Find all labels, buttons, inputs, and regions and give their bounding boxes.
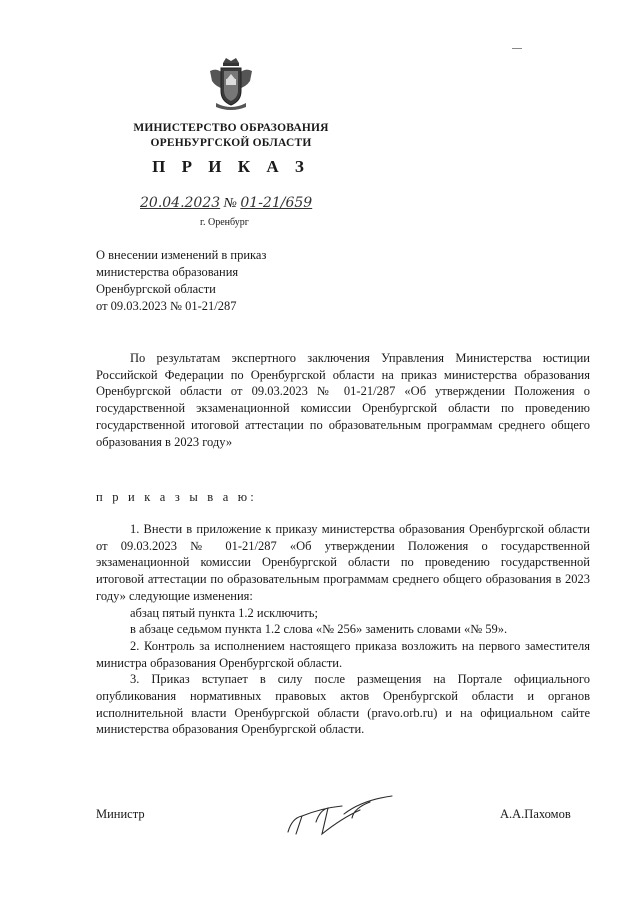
scan-mark (512, 48, 522, 49)
signer-position: Министр (96, 807, 145, 821)
handwritten-date: 20.04.2023 (140, 195, 221, 211)
ministry-line-2: ОРЕНБУРГСКОЙ ОБЛАСТИ (150, 137, 312, 149)
city-label: г. Оренбург (200, 217, 249, 228)
order-word: п р и к а з ы в а ю: (96, 490, 257, 504)
document-type-title: П Р И К А З (152, 157, 310, 176)
subject-line-1: О внесении изменений в приказ (96, 248, 267, 262)
item-1-sub-1: абзац пятый пункта 1.2 исключить; (130, 605, 318, 620)
number-label: № (223, 196, 237, 211)
signer-name: А.А.Пахомов (500, 807, 571, 821)
preamble-block (96, 350, 590, 450)
date-number-line (140, 195, 340, 212)
subject-line-2: министерства образования (96, 265, 239, 279)
handwritten-signature-icon (282, 788, 402, 838)
item-2: 2. Контроль за исполнением настоящего приказа возложить на первого заместителя министра образования Оренбургской области. (96, 638, 590, 670)
coat-of-arms-icon (208, 55, 254, 111)
subject-block (96, 247, 356, 315)
order-items (96, 521, 590, 738)
item-3: 3. Приказ вступает в силу после размещения на Портале официального опубликования нормативных правовых актов Оренбургской области и органов исполнительной власти Оренбургской области (pravo.orb.ru) и на официальном сайте министерства образования Оренбургской области. (96, 672, 590, 737)
preamble-paragraph: По результатам экспертного заключения Управления Министерства юстиции Российской Федерации по Оренбургской области на приказ министерства образования Оренбургской области от 09.03.2023 № 01-21/287 «Об утверждении Положения о государственной экзаменационной комиссии Оренбургской области по проведению государственной итоговой аттестации по образовательным программам среднего общего образования в 2023 году» (96, 351, 590, 449)
subject-line-3: Оренбургской области (96, 282, 216, 296)
item-1-sub-2: в абзаце седьмом пункта 1.2 слова «№ 256» заменить словами «№ 59». (130, 622, 508, 637)
ministry-name (100, 121, 362, 151)
subject-line-4: от 09.03.2023 № 01-21/287 (96, 299, 237, 313)
item-1: 1. Внести в приложение к приказу министерства образования Оренбургской области от 09.03.2023 № 01-21/287 «Об утверждении Положения о государственной экзаменационной комиссии Оренбургской области по проведению государственной итоговой аттестации по образовательным программам среднего общего образования в 2023 году» следующие изменения: (96, 522, 590, 603)
ministry-line-1: МИНИСТЕРСТВО ОБРАЗОВАНИЯ (133, 122, 329, 134)
handwritten-number: 01-21/659 (240, 195, 313, 211)
